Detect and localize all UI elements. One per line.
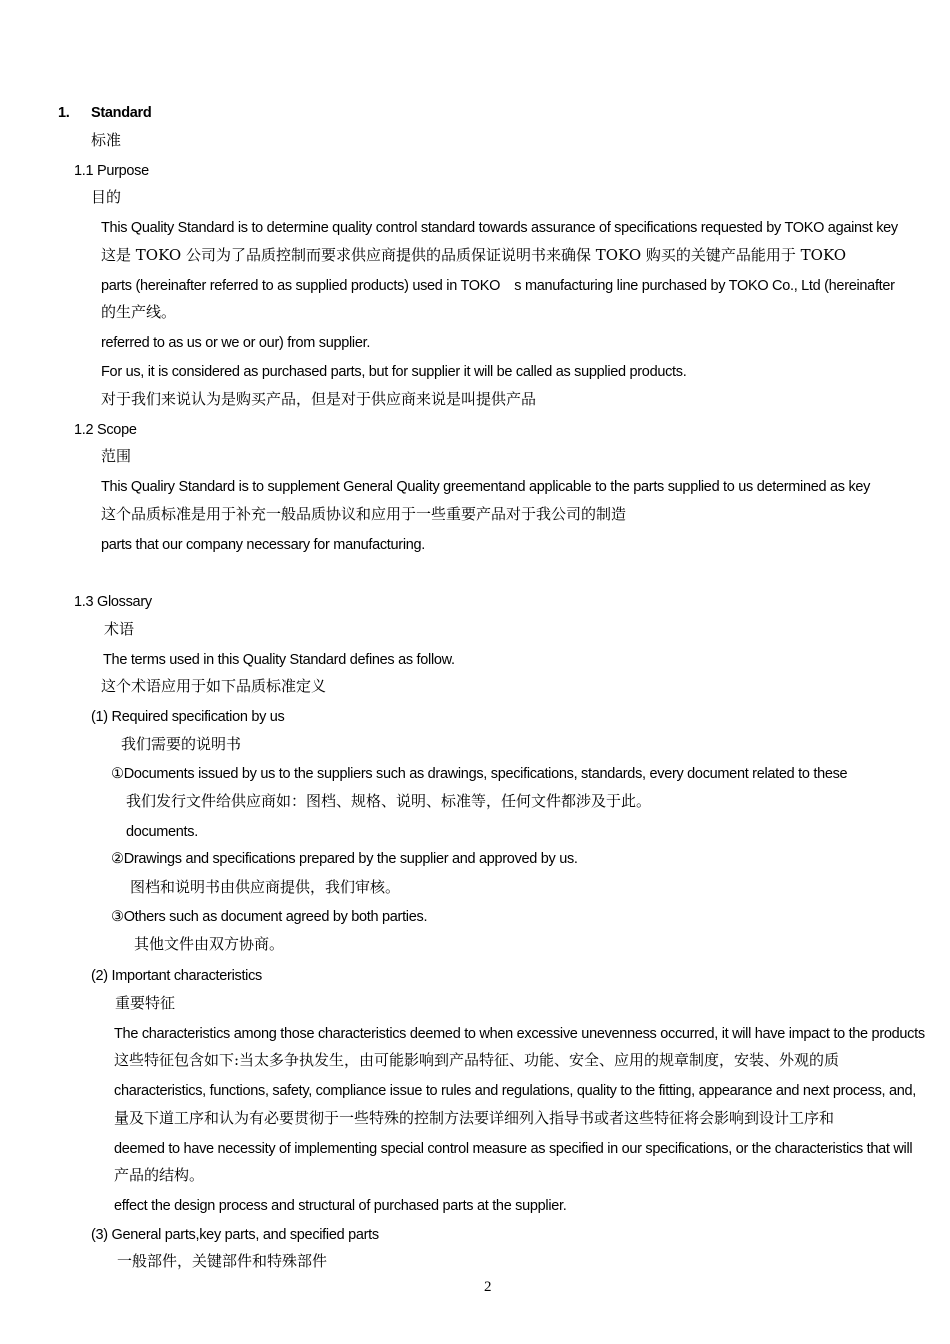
glossary-subitem-zh: 其他文件由双方协商。 [134, 935, 285, 953]
glossary-subitem-zh: 我们发行文件给供应商如：图档、规格、说明、标准等，任何文件都涉及于此。 [126, 792, 652, 810]
glossary-heading-zh: 术语 [104, 620, 135, 638]
glossary-subitem: ②Drawings and specifications prepared by the supplier and approved by us. [111, 851, 578, 867]
glossary-item-heading-zh: 一般部件，关键部件和特殊部件 [117, 1252, 328, 1270]
glossary-item-line: 这些特征包含如下:当太多争执发生，由可能影响到产品特征、功能、安全、应用的规章制度，安装、外观的质 [114, 1051, 840, 1069]
page-number: 2 [484, 1279, 492, 1295]
glossary-subitem-cont: documents. [126, 824, 198, 840]
glossary-intro-zh: 这个术语应用于如下品质标准定义 [101, 677, 327, 695]
purpose-line: 的生产线。 [101, 303, 177, 321]
scope-line: parts that our company necessary for manufacturing. [101, 537, 426, 553]
glossary-item-heading: (3) General parts,key parts, and specified parts [91, 1227, 379, 1243]
section-number: 1. [58, 105, 70, 121]
purpose-heading: 1.1 Purpose [74, 163, 149, 179]
purpose-line: referred to as us or we or our) from supplier. [101, 335, 371, 351]
glossary-subitem: ③Others such as document agreed by both parties. [111, 909, 428, 925]
glossary-subitem-zh: 图档和说明书由供应商提供，我们审核。 [130, 878, 401, 896]
glossary-item-line: deemed to have necessity of implementing special control measure as specified in our specifications, or the characteristics that will [114, 1141, 913, 1157]
glossary-item-heading: (2) Important characteristics [91, 968, 262, 984]
purpose-line: 对于我们来说认为是购买产品，但是对于供应商来说是叫提供产品 [101, 390, 537, 408]
glossary-item-line: characteristics, functions, safety, compliance issue to rules and regulations, quality to the fitting, appearance and next process, and, [114, 1083, 917, 1099]
glossary-item-heading: (1) Required specification by us [91, 709, 285, 725]
purpose-line: parts (hereinafter referred to as supplied products) used in TOKO s manufacturing line purchased by TOKO Co., Ltd (hereinafter [101, 278, 895, 294]
glossary-heading: 1.3 Glossary [74, 594, 152, 610]
purpose-line: This Quality Standard is to determine quality control standard towards assurance of specifications requested by TOKO against key [101, 220, 898, 236]
glossary-item-line: effect the design process and structural of purchased parts at the supplier. [114, 1198, 567, 1214]
scope-heading-zh: 范围 [101, 447, 132, 465]
scope-line: This Qualiry Standard is to supplement General Quality greementand applicable to the parts supplied to us determined as key [101, 479, 871, 495]
purpose-heading-zh: 目的 [91, 188, 122, 206]
section-title: Standard [91, 105, 152, 121]
glossary-item-heading-zh: 重要特征 [115, 994, 176, 1012]
glossary-item-line: The characteristics among those characteristics deemed to when excessive unevenness occurred, it will have impact to the products [114, 1026, 925, 1042]
scope-heading: 1.2 Scope [74, 422, 137, 438]
glossary-intro: The terms used in this Quality Standard defines as follow. [103, 652, 455, 668]
glossary-item-line: 产品的结构。 [114, 1166, 205, 1184]
glossary-item-line: 量及下道工序和认为有必要贯彻于一些特殊的控制方法要详细列入指导书或者这些特征将会影响到设计工序和 [114, 1109, 835, 1127]
purpose-line: For us, it is considered as purchased parts, but for supplier it will be called as supplied products. [101, 364, 687, 380]
section-title-zh: 标准 [91, 131, 122, 149]
purpose-line: 这是 TOKO 公司为了品质控制而要求供应商提供的品质保证说明书来确保 TOKO 购买的关键产品能用于 TOKO [101, 246, 847, 264]
scope-line: 这个品质标准是用于补充一般品质协议和应用于一些重要产品对于我公司的制造 [101, 505, 627, 523]
glossary-item-heading-zh: 我们需要的说明书 [121, 735, 242, 753]
glossary-subitem: ①Documents issued by us to the suppliers such as drawings, specifications, standards, every document related to these [111, 766, 848, 782]
